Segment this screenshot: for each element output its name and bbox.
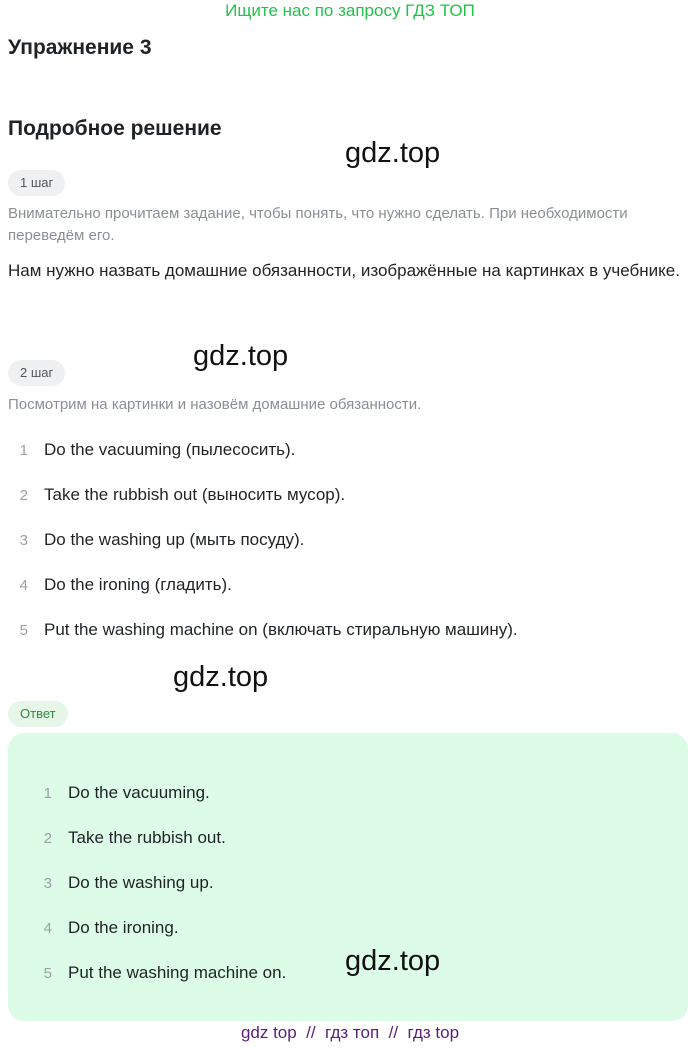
item-number: 5 <box>19 622 28 639</box>
watermark: gdz.top <box>173 661 269 693</box>
item-number: 3 <box>43 875 52 892</box>
watermark: gdz.top <box>193 340 289 372</box>
step-hint: Посмотрим на картинки и назовём домашние обязанности. <box>8 396 422 413</box>
item-number: 1 <box>19 442 28 459</box>
footer-links[interactable]: gdz top // гдз топ // гдз top <box>240 1023 460 1042</box>
item-text: Take the rubbish out (выносить мусор). <box>44 485 346 504</box>
page-title: Упражнение 3 <box>8 36 152 59</box>
list-item <box>8 529 304 552</box>
item-text: Take the rubbish out. <box>68 828 226 847</box>
item-number: 2 <box>43 830 52 847</box>
list-item <box>8 484 345 507</box>
answer-badge: Ответ <box>8 701 68 727</box>
item-text: Put the washing machine on. <box>68 963 287 982</box>
item-text: Do the washing up. <box>68 873 214 892</box>
step-text: Нам нужно назвать домашние обязанности, изображённые на картинках в учебнике. <box>8 261 680 280</box>
list-item <box>8 439 295 462</box>
item-number: 3 <box>19 532 28 549</box>
step-badge: 1 шаг <box>8 170 65 196</box>
answer-item <box>32 782 210 805</box>
item-text: Do the vacuuming (пылесосить). <box>44 440 296 459</box>
step-hint: Внимательно прочитаем задание, чтобы понять, что нужно сделать. При необходимости переведём его. <box>8 205 628 244</box>
item-number: 2 <box>19 487 28 504</box>
item-text: Do the ironing (гладить). <box>44 575 232 594</box>
answer-item <box>32 827 226 850</box>
item-text: Do the ironing. <box>68 918 179 937</box>
item-number: 4 <box>19 577 28 594</box>
answer-item <box>32 962 286 985</box>
item-text: Do the washing up (мыть посуду). <box>44 530 305 549</box>
section-title: Подробное решение <box>8 117 222 140</box>
item-text: Do the vacuuming. <box>68 783 210 802</box>
item-number: 4 <box>43 920 52 937</box>
step-badge: 2 шаг <box>8 360 65 386</box>
answer-item <box>32 917 179 940</box>
answer-item <box>32 872 214 895</box>
watermark: gdz.top <box>345 945 441 977</box>
item-text: Put the washing machine on (включать стиральную машину). <box>44 620 518 639</box>
list-item <box>8 574 232 597</box>
item-number: 1 <box>43 785 52 802</box>
list-item <box>8 619 518 642</box>
watermark: gdz.top <box>345 137 441 169</box>
top-banner[interactable]: Ищите нас по запросу ГДЗ ТОП <box>225 1 475 20</box>
item-number: 5 <box>43 965 52 982</box>
